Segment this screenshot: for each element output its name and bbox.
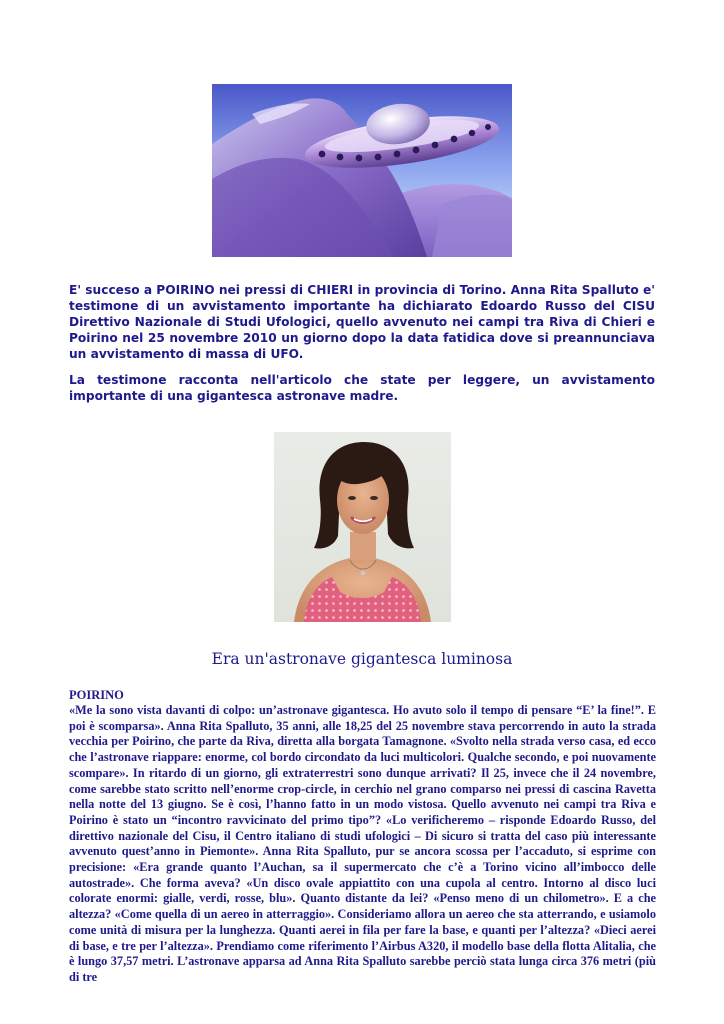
ufo-illustration <box>212 84 512 257</box>
intro-paragraph-2: La testimone racconta nell'articolo che state per leggere, un avvistamento importante di una gigantesca astronave madre. <box>69 373 655 403</box>
intro-paragraph-1: E' succeso a POIRINO nei pressi di CHIERI in provincia di Torino. Anna Rita Spalluto e' testimone di un avvistamento importante ha dichiarato Edoardo Russo del CISU Direttivo Nazionale di Studi Ufologici, quello avvenuto nei campi tra Riva di Chieri e Poirino nel 25 novembre 2010 un giorno dopo la data fatidica dove si preannunciava un avvistamento di massa di UFO. <box>69 283 655 361</box>
article-title: Era un'astronave gigantesca luminosa <box>211 650 513 668</box>
witness-portrait <box>274 432 451 622</box>
article-body: «Me la sono vista davanti di colpo: un’astronave gigantesca. Ho avuto solo il tempo di pensare “E’ la fine!”. E poi è scomparsa». Anna Rita Spalluto, 35 anni, alle 18,25 del 25 novembre stava percorrendo in auto la strada vecchia per Poirino, che parte da Riva, diretta alla borgata Tamagnone. «Svolto nella strada verso casa, ed ecco che l’astronave riappare: enorme, col bordo circondato da luci multicolori. Qualche secondo, e poi nuovamente scompare». In ritardo di un giorno, gli extraterrestri sono dunque arrivati? Il 25, invece che il 24 novembre, come sarebbe stato scritto nell’enorme crop-circle, in cerchio nel grano comparso nei pressi di cascina Ravetta nella notte del 13 giugno. Se è così, l’hanno fatto in un modo vistosa. Quello avvenuto nei campi tra Riva e Poirino è stato un “incontro ravvicinato del primo tipo”? «Lo verificheremo – risponde Edoardo Russo, del direttivo nazionale del Cisu, il Centro italiano di studi ufologici – Di sicuro si tratta del caso più interessante avvenuto quest’anno in Piemonte». Anna Rita Spalluto, pur se ancora scossa per l’accaduto, si esprime con precisione: «Era grande quanto l’Auchan, sa il supermercato che c’è a Torino vicino all’imbocco delle autostrade». Che forma aveva? «Un disco ovale appiattito con una cupola al centro. Intorno al disco luci colorate enormi: gialle, verdi, rosse, blu». Quanto distante da lei? «Penso meno di un chilometro». E a che altezza? «Come quella di un aereo in atterraggio». Consideriamo allora un aereo che sta atterrando, e usiamolo come unità di misura per la lunghezza. Quanti aerei in fila per fare la base, e quanti per l’altezza? «Dieci aerei di base, e tre per l’altezza». Prendiamo come riferimento l’Airbus A320, il modello base della flotta Alitalia, che è lungo 37,57 metri. L’astronave apparsa ad Anna Rita Spalluto sarebbe perciò stata lunga circa 376 metri (più di tre <box>69 703 656 984</box>
article-dateline: POIRINO <box>69 688 124 702</box>
